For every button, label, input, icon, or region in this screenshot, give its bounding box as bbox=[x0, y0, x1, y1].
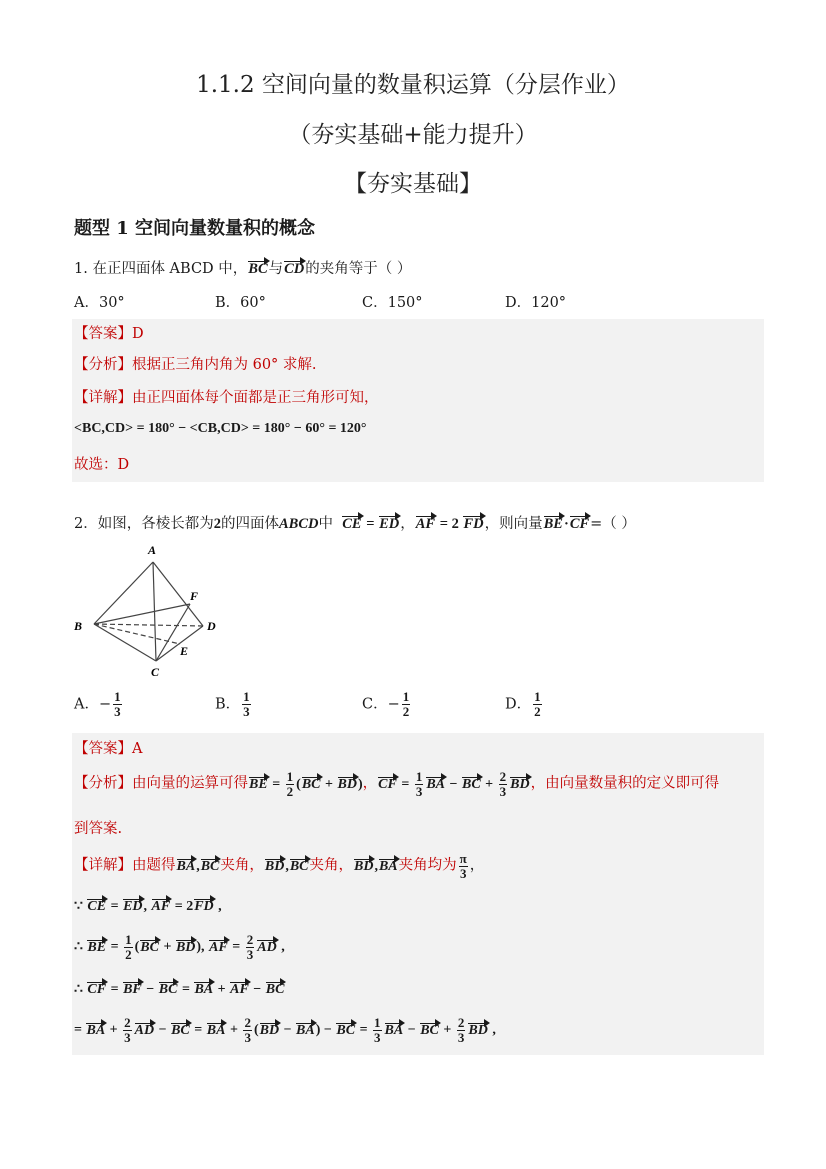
q2-analysis-cont: 到答案. bbox=[74, 821, 123, 837]
q1-detail: 【详解】由正四面体每个面都是正三角形可知， bbox=[74, 390, 379, 406]
vector-cd: CD bbox=[284, 261, 305, 277]
q1-answer: 【答案】D bbox=[74, 326, 144, 342]
q1-formula: <BC,CD> = 180° − <CB,CD> = 180° − 60° = 120° bbox=[74, 421, 367, 436]
q2-step-4: = BA + $\frac{2}{3}$ AD − BC = BA + $\frac{2}{3}$ (BD − BA) − BC = $\frac{1}{3}$ BA − BC + $\frac{2}{3}$ BD , bbox=[74, 1015, 496, 1045]
figure-label-d: D bbox=[207, 619, 216, 633]
figure-label-a: A bbox=[148, 543, 157, 557]
q2-answer: 【答案】A bbox=[74, 741, 143, 757]
part-heading: 【夯实基础】 bbox=[344, 171, 482, 197]
q1-option-b: B．60° bbox=[215, 295, 266, 311]
q2-option-b: B． $\frac{1}{3}$ bbox=[215, 689, 250, 719]
figure-label-b: B bbox=[74, 619, 83, 633]
q2-analysis: 【分析】由向量的运算可得BE = $\frac{1}{2}$ (BC + BD)，CF = $\frac{1}{3}$ BA − BC + $\frac{2}{3}$ BD，由向量数量积的定义即可得 bbox=[74, 769, 720, 799]
figure-label-f: F bbox=[190, 589, 199, 603]
q1-option-c: C．150° bbox=[362, 295, 423, 311]
q1-analysis: 【分析】根据正三角内角为 60° 求解. bbox=[74, 357, 317, 373]
q2-step-2: ∴ BE = $\frac{1}{2}$ (BC + BD), AF = $\frac{2}{3}$ AD , bbox=[74, 932, 285, 962]
q2-stem: 2．如图，各棱长都为2的四面体ABCD中 CE = ED，AF = 2 FD，则向量BE·CF=（ ） bbox=[74, 516, 636, 532]
q1-stem: 1. 在正四面体 ABCD 中，BC与CD的夹角等于（ ） bbox=[74, 261, 412, 277]
q1-conclusion: 故选：D bbox=[74, 457, 130, 473]
tetrahedron-figure bbox=[70, 540, 230, 680]
figure-label-e: E bbox=[180, 644, 189, 658]
vector-bc: BC bbox=[248, 261, 268, 277]
q2-option-a: A．− $\frac{1}{3}$ bbox=[74, 689, 121, 719]
q2-step-1: ∵ CE = ED, AF = 2FD , bbox=[74, 899, 222, 914]
q1-option-d: D．120° bbox=[505, 295, 567, 311]
section-heading: 题型 1 空间向量数量积的概念 bbox=[74, 218, 316, 239]
figure-label-c: C bbox=[151, 665, 160, 679]
q2-detail: 【详解】由题得BA,BC夹角，BD,BC夹角，BD,BA夹角均为 $\frac{\pi}{3}$ ， bbox=[74, 851, 485, 881]
q2-step-3: ∴ CF = BF − BC = BA + AF − BC bbox=[74, 982, 285, 997]
q2-option-d: D． $\frac{1}{2}$ bbox=[505, 689, 541, 719]
page-title: 1.1.2 空间向量的数量积运算（分层作业） bbox=[196, 72, 630, 98]
page-subtitle: （夯实基础+能力提升） bbox=[288, 122, 538, 148]
q2-option-c: C．− $\frac{1}{2}$ bbox=[362, 689, 410, 719]
q1-option-a: A．30° bbox=[74, 295, 125, 311]
